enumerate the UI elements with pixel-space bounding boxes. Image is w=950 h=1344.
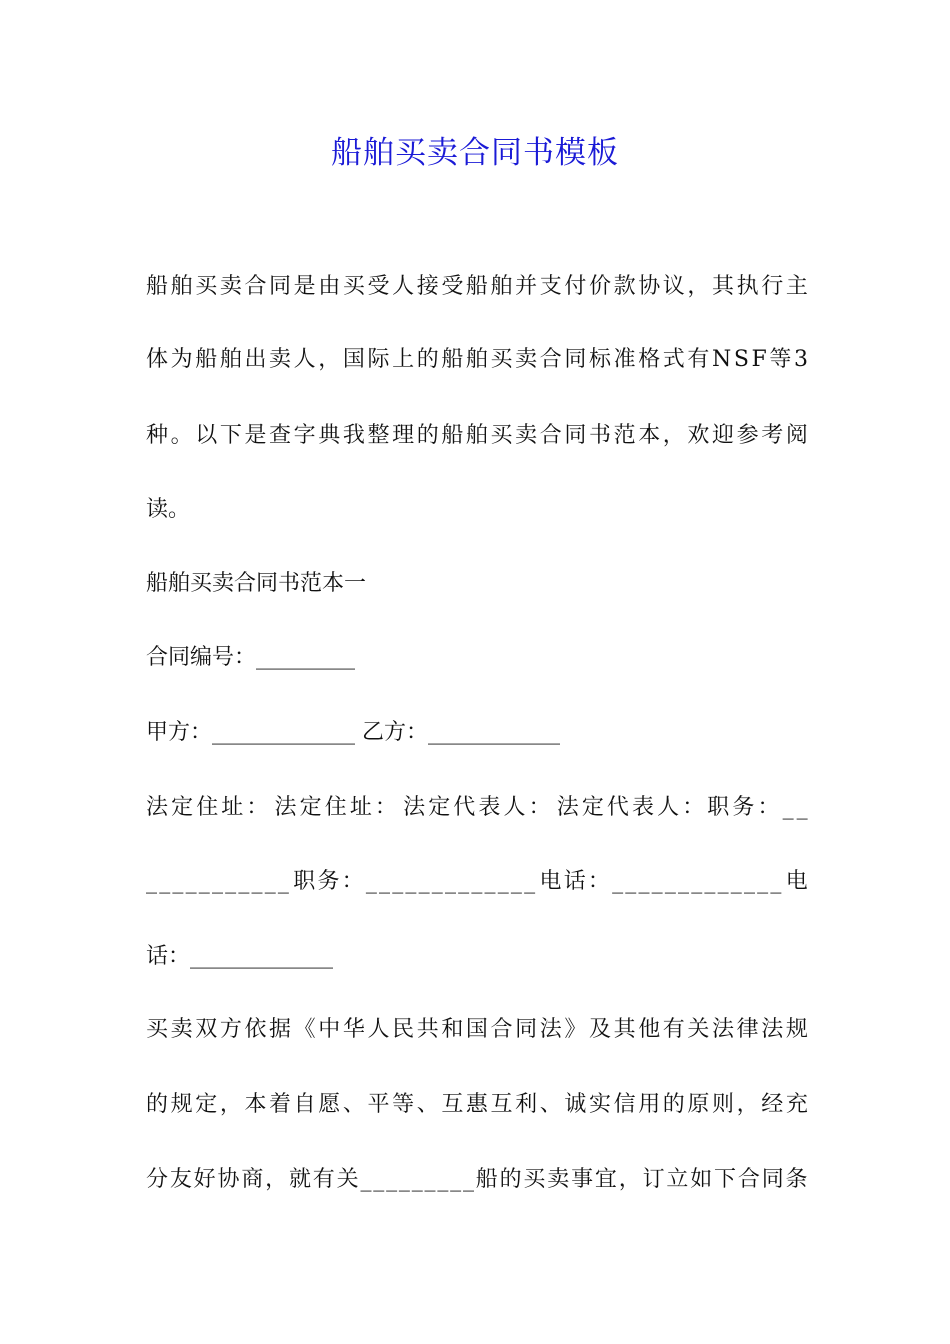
text-char: 人 bbox=[392, 274, 415, 299]
text-char: 主 bbox=[785, 274, 808, 299]
text-char: 体 bbox=[146, 347, 169, 372]
text-char: 的 bbox=[662, 1092, 685, 1117]
text-char: 、 bbox=[342, 1092, 365, 1117]
text-char: 规 bbox=[170, 1092, 193, 1117]
text-char: _ bbox=[484, 869, 496, 894]
text-char: _ bbox=[159, 869, 171, 894]
text-char: 立 bbox=[666, 1167, 689, 1192]
text-char: 、 bbox=[416, 1092, 439, 1117]
text-char: _ bbox=[510, 869, 522, 894]
text-char: 人 bbox=[657, 795, 680, 820]
text-char: 宜 bbox=[594, 1167, 617, 1192]
text-char: 商 bbox=[241, 1167, 264, 1192]
text-char: 的 bbox=[416, 347, 439, 372]
intro-line-4: 读。 bbox=[146, 497, 191, 522]
text-char: ， bbox=[736, 1092, 759, 1117]
text-char: 的 bbox=[146, 1092, 169, 1117]
text-char: 经 bbox=[761, 1092, 784, 1117]
text-char: 阅 bbox=[785, 423, 808, 448]
text-char: 典 bbox=[318, 423, 341, 448]
text-char: 有 bbox=[662, 1017, 685, 1042]
text-char: 的 bbox=[499, 1167, 522, 1192]
text-char: _ bbox=[691, 869, 703, 894]
text-char: _ bbox=[360, 1167, 372, 1192]
text-char: 3 bbox=[794, 347, 808, 372]
text-char: 职 bbox=[707, 795, 730, 820]
text-char: _ bbox=[612, 869, 624, 894]
text-char: 用 bbox=[638, 1092, 661, 1117]
text-char: S bbox=[733, 347, 749, 372]
text-char: 其 bbox=[613, 1017, 636, 1042]
text-char: 并 bbox=[515, 274, 538, 299]
text-char: 船 bbox=[441, 347, 464, 372]
text-char: _ bbox=[458, 869, 470, 894]
text-char: 原 bbox=[687, 1092, 710, 1117]
parties-line: 甲方：_____________ 乙方：____________ bbox=[146, 720, 560, 745]
text-char: 充 bbox=[785, 1092, 808, 1117]
text-char: 法 bbox=[539, 1017, 562, 1042]
text-char: 本 bbox=[244, 1092, 267, 1117]
text-char: 中 bbox=[318, 1017, 341, 1042]
text-char: 表 bbox=[478, 795, 501, 820]
text-char: _ bbox=[251, 869, 263, 894]
text-char: F bbox=[751, 347, 767, 372]
text-char: _ bbox=[664, 869, 676, 894]
text-char: 船 bbox=[441, 423, 464, 448]
text-char: 卖 bbox=[170, 1017, 193, 1042]
text-char: _ bbox=[398, 1167, 410, 1192]
text-char: 人 bbox=[503, 795, 526, 820]
text-char: 由 bbox=[318, 274, 341, 299]
text-char: 、 bbox=[539, 1092, 562, 1117]
text-char: 人 bbox=[293, 347, 316, 372]
text-char: _ bbox=[497, 869, 509, 894]
text-char: _ bbox=[277, 869, 289, 894]
text-char: 价 bbox=[588, 274, 611, 299]
text-char: 船 bbox=[465, 274, 488, 299]
text-char: 付 bbox=[564, 274, 587, 299]
text-char: _ bbox=[524, 869, 536, 894]
text-char: 关 bbox=[336, 1167, 359, 1192]
text-char: _ bbox=[264, 869, 276, 894]
text-char: _ bbox=[651, 869, 663, 894]
text-char: 买 bbox=[195, 274, 218, 299]
text-char: 行 bbox=[761, 274, 784, 299]
text-char: 其 bbox=[712, 274, 735, 299]
text-char: 合 bbox=[490, 1017, 513, 1042]
text-char: 协 bbox=[638, 274, 661, 299]
text-char: ： bbox=[587, 869, 610, 894]
text-char: 关 bbox=[687, 1017, 710, 1042]
text-char: 合 bbox=[737, 1167, 760, 1192]
text-char: ， bbox=[662, 423, 685, 448]
text-char: 定 bbox=[581, 795, 604, 820]
intro-line-1 bbox=[146, 267, 808, 307]
text-char: 卖 bbox=[515, 347, 538, 372]
text-char: _ bbox=[625, 869, 637, 894]
text-char: ， bbox=[219, 1092, 242, 1117]
text-char: 条 bbox=[785, 1167, 808, 1192]
text-char: 代 bbox=[453, 795, 476, 820]
text-char: _ bbox=[365, 869, 377, 894]
text-char: _ bbox=[638, 869, 650, 894]
text-char: _ bbox=[146, 869, 157, 894]
text-char: 代 bbox=[606, 795, 629, 820]
text-char: 有 bbox=[687, 347, 710, 372]
text-char: 受 bbox=[367, 274, 390, 299]
text-char: 同 bbox=[515, 1017, 538, 1042]
text-char: 定 bbox=[171, 795, 194, 820]
text-char: 表 bbox=[632, 795, 655, 820]
text-char: 受 bbox=[441, 274, 464, 299]
text-char: ， bbox=[687, 274, 710, 299]
text-char: 种 bbox=[146, 423, 169, 448]
text-char: 合 bbox=[539, 423, 562, 448]
text-char: _ bbox=[782, 795, 794, 820]
text-char: 本 bbox=[638, 423, 661, 448]
text-char: 我 bbox=[342, 423, 365, 448]
text-char: ： bbox=[757, 795, 780, 820]
text-char: 及 bbox=[588, 1017, 611, 1042]
text-char: ， bbox=[265, 1167, 288, 1192]
text-char: ： bbox=[374, 795, 397, 820]
text-char: 电 bbox=[785, 869, 808, 894]
text-char: 范 bbox=[613, 423, 636, 448]
text-char: 书 bbox=[588, 423, 611, 448]
body-line-2 bbox=[146, 1085, 808, 1125]
text-char: 互 bbox=[490, 1092, 513, 1117]
text-char: 同 bbox=[564, 423, 587, 448]
text-char: _ bbox=[678, 869, 690, 894]
text-char: 利 bbox=[515, 1092, 538, 1117]
text-char: 式 bbox=[662, 347, 685, 372]
text-char: _ bbox=[770, 869, 782, 894]
text-char: 迎 bbox=[712, 423, 735, 448]
text-char: N bbox=[712, 347, 732, 372]
text-char: _ bbox=[431, 869, 443, 894]
text-char: 议 bbox=[662, 274, 685, 299]
legal-address-line bbox=[146, 788, 808, 828]
text-char: 格 bbox=[638, 347, 661, 372]
text-char: 信 bbox=[613, 1092, 636, 1117]
text-char: 参 bbox=[736, 423, 759, 448]
body-line-1 bbox=[146, 1010, 808, 1050]
sample-heading: 船舶买卖合同书范本一 bbox=[146, 571, 367, 596]
text-char: 则 bbox=[712, 1092, 735, 1117]
text-char: 务 bbox=[732, 795, 755, 820]
text-char: 互 bbox=[441, 1092, 464, 1117]
contract-number-line: 合同编号：_________ bbox=[146, 645, 356, 670]
text-char: 律 bbox=[736, 1017, 759, 1042]
text-char: _ bbox=[386, 1167, 398, 1192]
text-char: ： bbox=[246, 795, 269, 820]
text-char: 同 bbox=[761, 1167, 784, 1192]
text-char: 诚 bbox=[564, 1092, 587, 1117]
text-char: 职 bbox=[293, 869, 316, 894]
text-char: 船 bbox=[146, 274, 169, 299]
text-char: 考 bbox=[761, 423, 784, 448]
text-char: 买 bbox=[146, 1017, 169, 1042]
text-char: 是 bbox=[293, 274, 316, 299]
text-char: 。 bbox=[170, 423, 193, 448]
text-char: 是 bbox=[244, 423, 267, 448]
text-char: 整 bbox=[367, 423, 390, 448]
text-char: _ bbox=[704, 869, 716, 894]
text-char: 法 bbox=[712, 1017, 735, 1042]
text-char: 分 bbox=[146, 1167, 169, 1192]
text-char: 执 bbox=[736, 274, 759, 299]
text-char: _ bbox=[796, 795, 808, 820]
text-char: 舶 bbox=[490, 274, 513, 299]
text-char: 住 bbox=[196, 795, 219, 820]
text-char: 支 bbox=[539, 274, 562, 299]
text-char: 址 bbox=[349, 795, 372, 820]
text-char: _ bbox=[238, 869, 250, 894]
text-char: 的 bbox=[416, 423, 439, 448]
text-char: 等 bbox=[392, 1092, 415, 1117]
text-char: 款 bbox=[613, 274, 636, 299]
text-char: 船 bbox=[475, 1167, 498, 1192]
text-char: ， bbox=[318, 347, 341, 372]
text-char: 舶 bbox=[170, 274, 193, 299]
text-char: _ bbox=[411, 1167, 423, 1192]
text-char: _ bbox=[379, 869, 391, 894]
text-char: 舶 bbox=[465, 347, 488, 372]
text-char: 标 bbox=[588, 347, 611, 372]
text-char: 准 bbox=[613, 347, 636, 372]
phone-line: 话：_____________ bbox=[146, 944, 334, 969]
text-char: 理 bbox=[392, 423, 415, 448]
text-char: _ bbox=[444, 869, 456, 894]
text-char: 为 bbox=[170, 347, 193, 372]
text-char: 同 bbox=[269, 274, 292, 299]
text-char: 船 bbox=[195, 347, 218, 372]
text-char: _ bbox=[373, 1167, 385, 1192]
body-line-3 bbox=[146, 1160, 808, 1200]
text-char: 有 bbox=[312, 1167, 335, 1192]
text-char: 下 bbox=[219, 423, 242, 448]
text-char: 愿 bbox=[318, 1092, 341, 1117]
text-char: 买 bbox=[523, 1167, 546, 1192]
text-char: 订 bbox=[642, 1167, 665, 1192]
text-char: 出 bbox=[244, 347, 267, 372]
text-char: 同 bbox=[564, 347, 587, 372]
text-char: 如 bbox=[690, 1167, 713, 1192]
text-char: 友 bbox=[169, 1167, 192, 1192]
text-char: _ bbox=[405, 869, 417, 894]
text-char: 民 bbox=[392, 1017, 415, 1042]
text-char: _ bbox=[211, 869, 223, 894]
text-char: 和 bbox=[441, 1017, 464, 1042]
text-char: 法 bbox=[403, 795, 426, 820]
text-char: 卖 bbox=[547, 1167, 570, 1192]
text-char: 卖 bbox=[515, 423, 538, 448]
text-char: 平 bbox=[367, 1092, 390, 1117]
text-char: _ bbox=[198, 869, 210, 894]
text-char: 卖 bbox=[219, 274, 242, 299]
text-char: 依 bbox=[244, 1017, 267, 1042]
text-char: 法 bbox=[146, 795, 169, 820]
text-char: _ bbox=[185, 869, 197, 894]
text-char: 华 bbox=[342, 1017, 365, 1042]
text-char: _ bbox=[172, 869, 184, 894]
text-char: 他 bbox=[638, 1017, 661, 1042]
text-char: 定 bbox=[428, 795, 451, 820]
text-char: 法 bbox=[761, 1017, 784, 1042]
text-char: _ bbox=[743, 869, 755, 894]
text-char: 话 bbox=[563, 869, 586, 894]
text-char: 着 bbox=[269, 1092, 292, 1117]
text-char: 方 bbox=[219, 1017, 242, 1042]
intro-line-2 bbox=[146, 340, 808, 380]
text-char: 》 bbox=[564, 1017, 587, 1042]
text-char: 等 bbox=[769, 347, 792, 372]
text-char: 法 bbox=[274, 795, 297, 820]
document-title: 船舶买卖合同书模板 bbox=[331, 135, 619, 171]
position-phone-line bbox=[146, 862, 808, 902]
text-char: 欢 bbox=[687, 423, 710, 448]
text-char: 规 bbox=[785, 1017, 808, 1042]
text-char: 定 bbox=[195, 1092, 218, 1117]
text-char: _ bbox=[437, 1167, 449, 1192]
text-char: 查 bbox=[269, 423, 292, 448]
text-char: 定 bbox=[299, 795, 322, 820]
text-char: _ bbox=[717, 869, 729, 894]
text-char: _ bbox=[757, 869, 769, 894]
text-char: 合 bbox=[244, 274, 267, 299]
text-char: _ bbox=[392, 869, 404, 894]
text-char: 以 bbox=[195, 423, 218, 448]
text-char: 据 bbox=[269, 1017, 292, 1042]
text-char: 下 bbox=[714, 1167, 737, 1192]
text-char: 舶 bbox=[465, 423, 488, 448]
text-char: 协 bbox=[217, 1167, 240, 1192]
text-char: 好 bbox=[193, 1167, 216, 1192]
text-char: _ bbox=[450, 1167, 462, 1192]
text-char: 卖 bbox=[269, 347, 292, 372]
text-char: 人 bbox=[367, 1017, 390, 1042]
text-char: ： bbox=[341, 869, 364, 894]
text-char: 舶 bbox=[219, 347, 242, 372]
text-char: 上 bbox=[392, 347, 415, 372]
intro-line-3 bbox=[146, 416, 808, 456]
text-char: 电 bbox=[539, 869, 562, 894]
text-char: 国 bbox=[465, 1017, 488, 1042]
text-char: 接 bbox=[416, 274, 439, 299]
text-char: 合 bbox=[539, 347, 562, 372]
text-char: 法 bbox=[556, 795, 579, 820]
text-char: 共 bbox=[416, 1017, 439, 1042]
text-char: 自 bbox=[293, 1092, 316, 1117]
text-char: 址 bbox=[221, 795, 244, 820]
text-char: 住 bbox=[324, 795, 347, 820]
text-char: 实 bbox=[588, 1092, 611, 1117]
text-char: _ bbox=[225, 869, 237, 894]
text-char: 字 bbox=[293, 423, 316, 448]
text-char: _ bbox=[424, 1167, 436, 1192]
text-char: 惠 bbox=[465, 1092, 488, 1117]
text-char: 国 bbox=[342, 347, 365, 372]
text-char: 双 bbox=[195, 1017, 218, 1042]
text-char: _ bbox=[462, 1167, 474, 1192]
text-char: 事 bbox=[571, 1167, 594, 1192]
text-char: 际 bbox=[367, 347, 390, 372]
text-char: ： bbox=[682, 795, 705, 820]
text-char: 买 bbox=[342, 274, 365, 299]
text-char: 就 bbox=[288, 1167, 311, 1192]
text-char: _ bbox=[418, 869, 430, 894]
text-char: 《 bbox=[293, 1017, 316, 1042]
text-char: 买 bbox=[490, 347, 513, 372]
text-char: 务 bbox=[317, 869, 340, 894]
text-char: ： bbox=[528, 795, 551, 820]
text-char: ， bbox=[618, 1167, 641, 1192]
text-char: _ bbox=[730, 869, 742, 894]
text-char: _ bbox=[471, 869, 483, 894]
text-char: 买 bbox=[490, 423, 513, 448]
